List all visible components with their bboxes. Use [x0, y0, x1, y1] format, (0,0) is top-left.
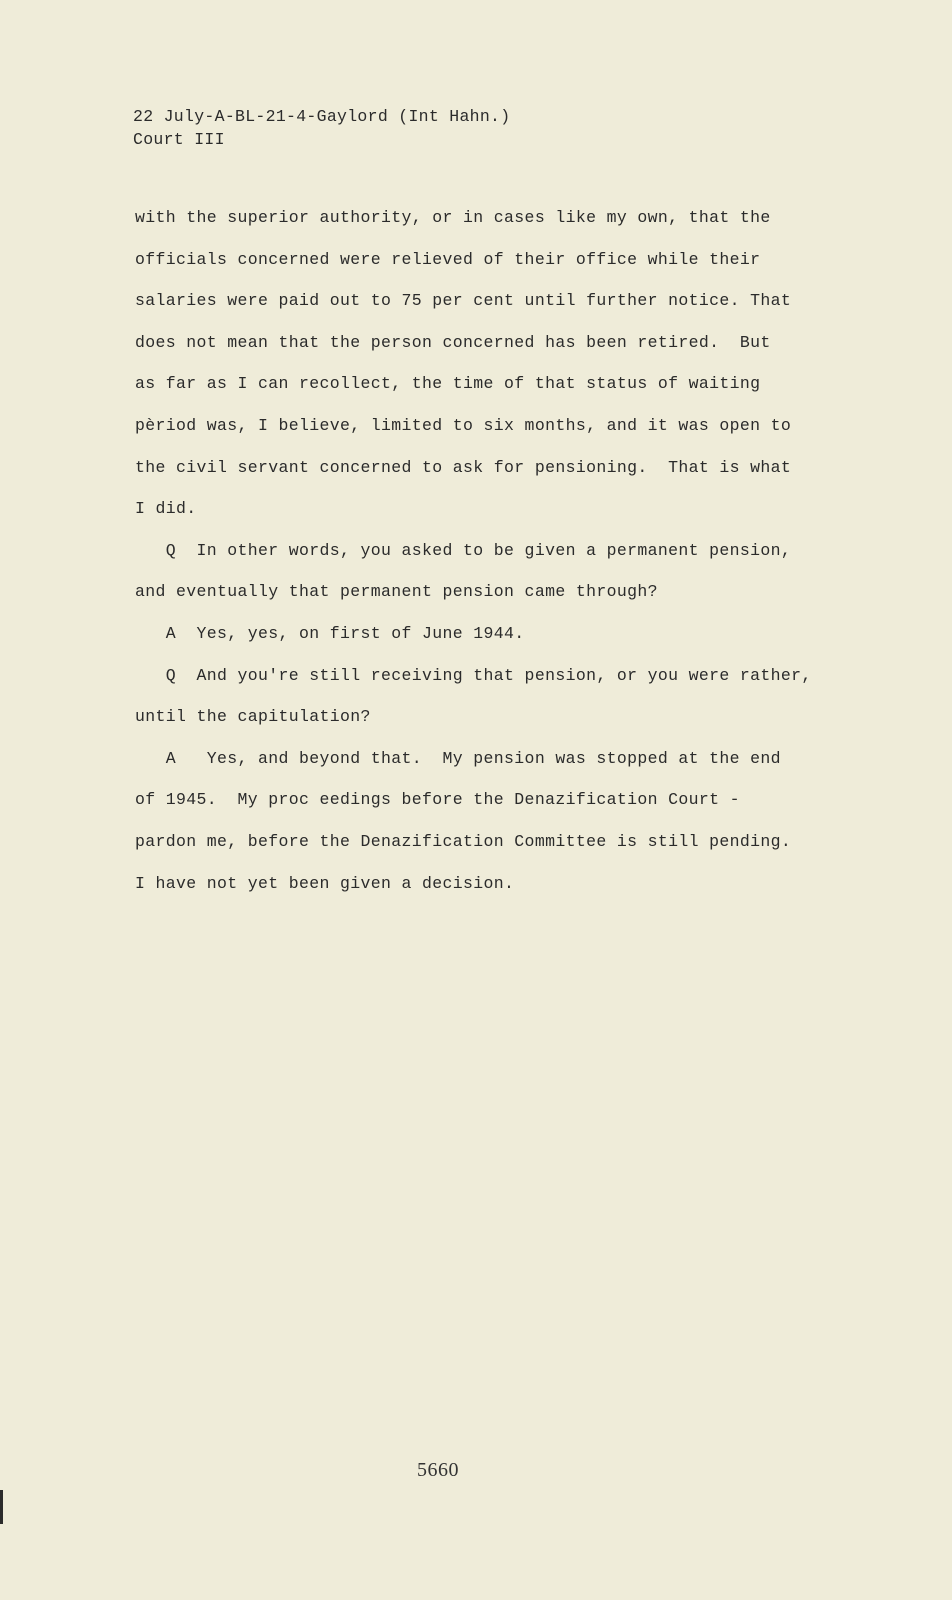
header-reference: 22 July-A-BL-21-4-Gaylord (Int Hahn.) [133, 107, 511, 126]
answer-line: A Yes, and beyond that. My pension was stopped at the end [135, 748, 781, 768]
transcript-line: until the capitulation? [135, 707, 371, 727]
page-number: 5660 [417, 1459, 459, 1481]
transcript-line: as far as I can recollect, the time of that status of waiting [135, 374, 761, 394]
transcript-line: pardon me, before the Denazification Committee is still pending. [135, 831, 792, 851]
page-edge-mark [0, 1490, 3, 1524]
transcript-line: officials concerned were relieved of their office while their [135, 249, 761, 269]
transcript-line: I have not yet been given a decision. [135, 873, 515, 893]
transcript-line: and eventually that permanent pension came through? [135, 582, 658, 602]
transcript-line: of 1945. My proc eedings before the Denazification Court - [135, 790, 740, 810]
question-line: Q And you're still receiving that pension, or you were rather, [135, 665, 812, 685]
transcript-line: salaries were paid out to 75 per cent until further notice. That [135, 291, 792, 311]
transcript-line: with the superior authority, or in cases like my own, that the [135, 208, 771, 227]
answer-line: A Yes, yes, on first of June 1944. [135, 623, 525, 643]
transcript-line: I did. [135, 499, 197, 519]
transcript-line: does not mean that the person concerned has been retired. But [135, 332, 771, 352]
transcript-body [135, 206, 825, 913]
header-court: Court III [133, 130, 225, 149]
question-line: Q In other words, you asked to be given a permanent pension, [135, 540, 792, 560]
transcript-line: the civil servant concerned to ask for pensioning. That is what [135, 457, 792, 477]
transcript-line: pèriod was, I believe, limited to six months, and it was open to [135, 415, 792, 435]
document-header [133, 105, 510, 151]
